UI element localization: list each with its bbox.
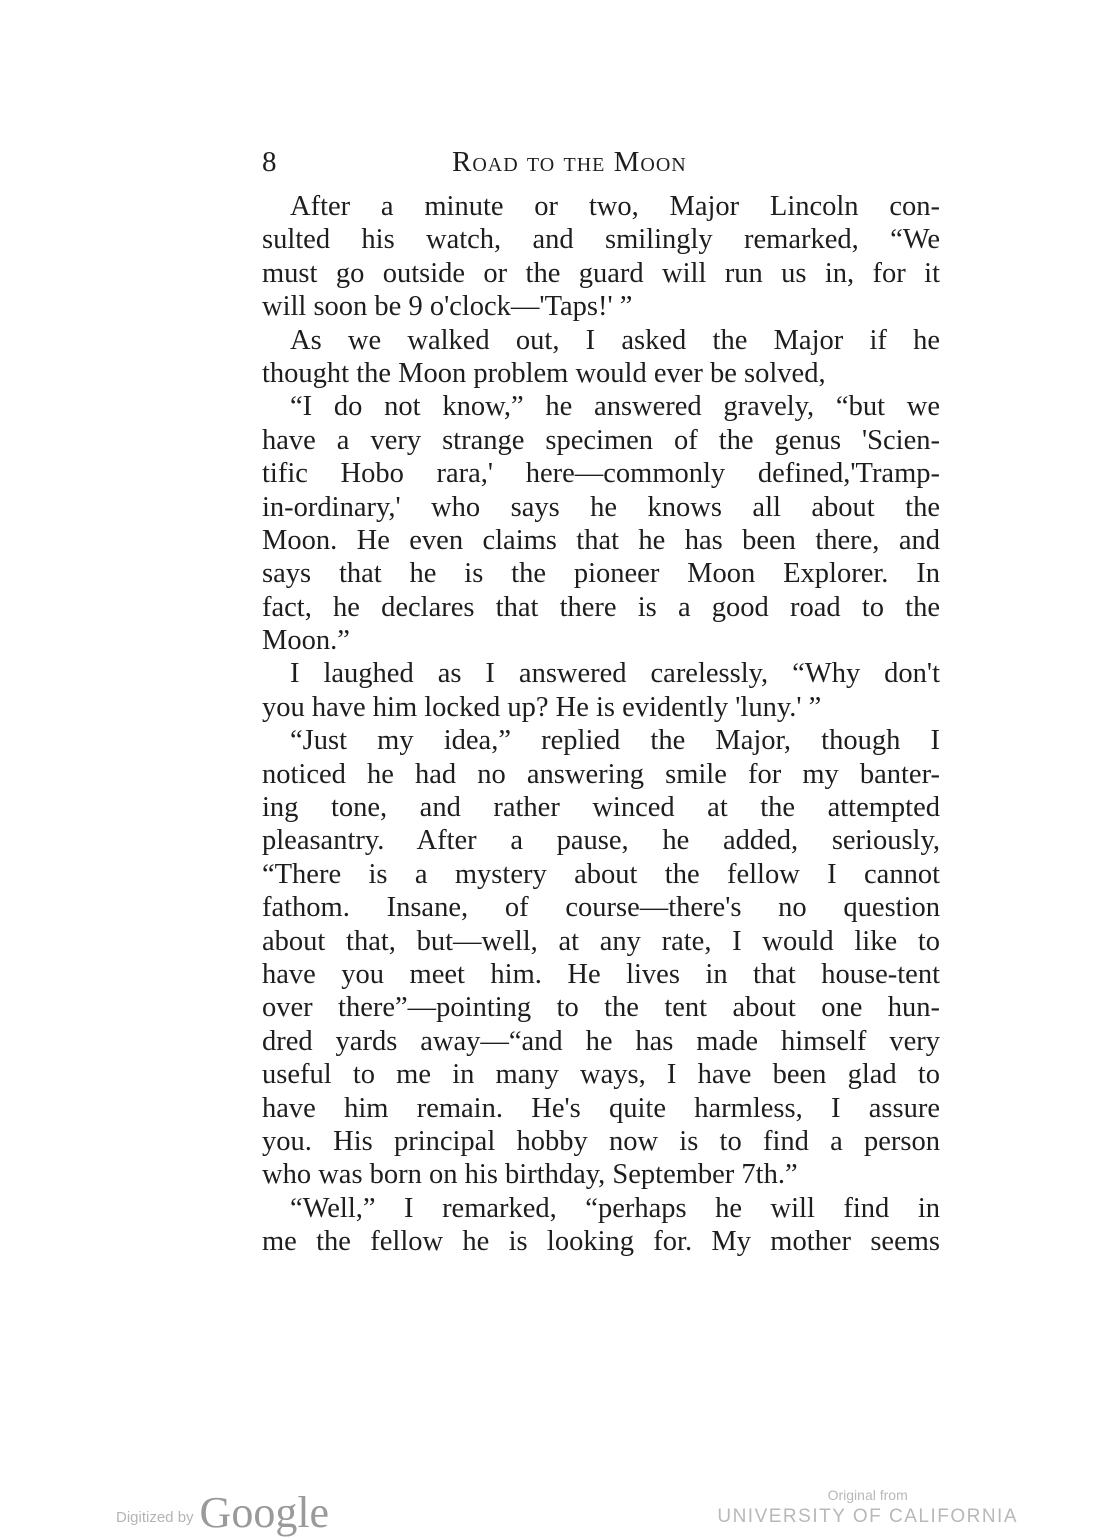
- text-line: “I do not know,” he answered gravely, “but we: [290, 391, 940, 423]
- google-logo: Google: [199, 1488, 330, 1537]
- text-line: thought the Moon problem would ever be solved,: [262, 357, 826, 389]
- text-line: “Just my idea,” replied the Major, though I: [290, 725, 940, 757]
- original-from-label: Original from: [827, 1487, 908, 1503]
- digitized-by-label: Digitized by: [116, 1509, 194, 1526]
- text-line: will soon be 9 o'clock—'Taps!' ”: [262, 291, 633, 323]
- text-line: dred yards away—“and he has made himself very: [262, 1025, 940, 1057]
- text-line: As we walked out, I asked the Major if he: [290, 324, 940, 356]
- original-from-watermark: [717, 1486, 1018, 1530]
- text-line: useful to me in many ways, I have been glad to: [262, 1059, 940, 1091]
- text-line: must go outside or the guard will run us in, for it: [262, 257, 940, 289]
- text-line: fact, he declares that there is a good road to the: [262, 591, 940, 623]
- text-line: me the fellow he is looking for. My mother seems: [262, 1226, 940, 1258]
- text-line: have him remain. He's quite harmless, I assure: [262, 1092, 940, 1124]
- running-title: Road to the Moon: [452, 146, 687, 178]
- text-line: in-ordinary,' who says he knows all about the: [262, 491, 940, 523]
- text-line: “There is a mystery about the fellow I cannot: [262, 858, 940, 890]
- text-line: about that, but—well, at any rate, I would like to: [262, 925, 940, 957]
- body-text: [262, 190, 940, 1259]
- digitized-by-google-watermark: [116, 1478, 329, 1538]
- text-line: Moon.”: [262, 625, 350, 657]
- institution-name: UNIVERSITY OF CALIFORNIA: [717, 1506, 1018, 1527]
- text-line: who was born on his birthday, September 7th.”: [262, 1159, 798, 1191]
- text-line: After a minute or two, Major Lincoln con-: [290, 191, 940, 222]
- text-line: I laughed as I answered carelessly, “Why don't: [290, 658, 940, 690]
- text-line: have you meet him. He lives in that house-tent: [262, 958, 940, 990]
- running-head: [262, 142, 942, 182]
- text-line: ing tone, and rather winced at the attempted: [262, 792, 940, 824]
- text-line: sulted his watch, and smilingly remarked, “We: [262, 224, 940, 256]
- text-line: you have him locked up? He is evidently 'luny.' ”: [262, 691, 822, 723]
- text-line: you. His principal hobby now is to find a person: [262, 1125, 940, 1157]
- text-line: noticed he had no answering smile for my banter-: [262, 758, 940, 790]
- text-line: tific Hobo rara,' here—commonly defined,'Tramp-: [262, 458, 940, 490]
- text-line: fathom. Insane, of course—there's no question: [262, 892, 940, 924]
- text-line: over there”—pointing to the tent about one hun-: [262, 992, 940, 1024]
- text-line: “Well,” I remarked, “perhaps he will find in: [290, 1192, 940, 1224]
- text-line: have a very strange specimen of the genus 'Scien-: [262, 424, 940, 456]
- text-line: pleasantry. After a pause, he added, seriously,: [262, 825, 940, 857]
- text-line: says that he is the pioneer Moon Explorer. In: [262, 558, 940, 590]
- text-line: Moon. He even claims that he has been there, and: [262, 524, 940, 556]
- page-number: 8: [262, 146, 277, 178]
